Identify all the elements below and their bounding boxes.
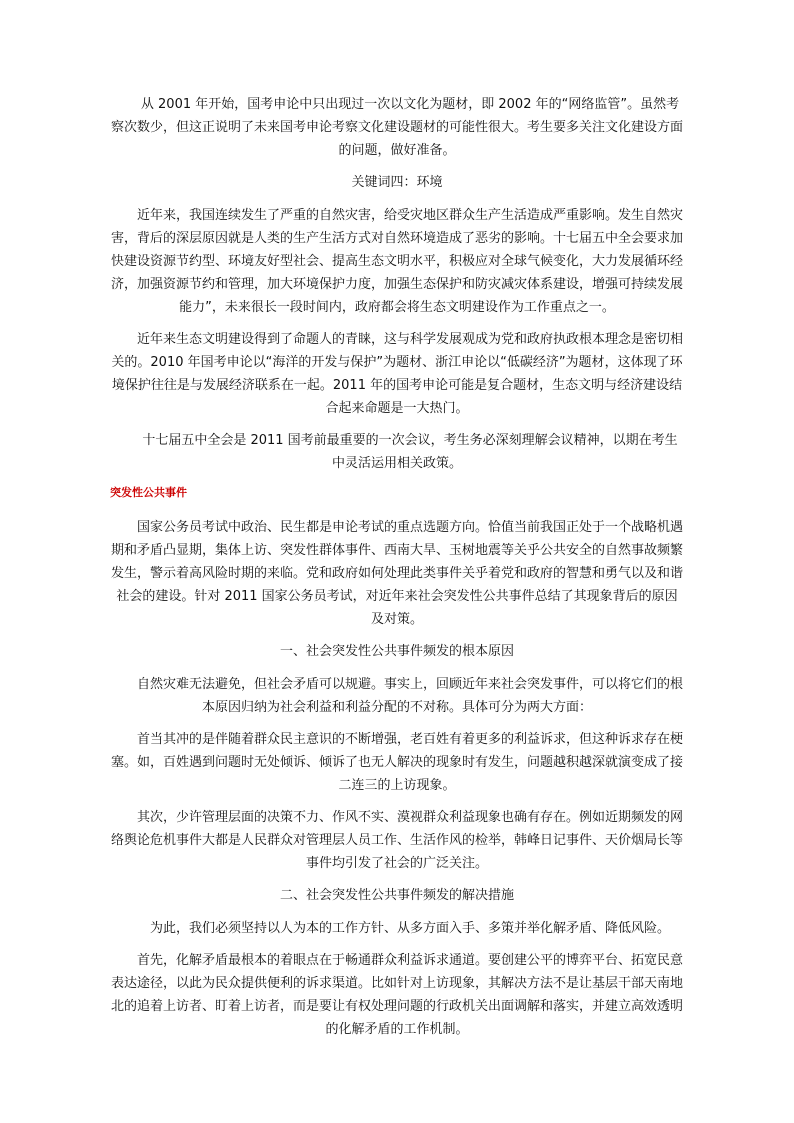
- paragraph-public-emergencies-intro: 国家公务员考试中政治、民生都是申论考试的重点选题方向。恰值当前我国正处于一个战略机遇期和矛盾凸显期，集体上访、突发性群体事件、西南大旱、玉树地震等关乎公共安全的自然事故频繁发生，警示着高风险时期的来临。党和政府如何处理此类事件关乎着党和政府的智慧和勇气以及和谐社会的建设。针对 2011 国家公务员考试，对近年来社会突发性公共事件总结了其现象背后的原因及对策。: [110, 520, 683, 627]
- paragraph-solution-one: 首先，化解矛盾最根本的着眼点在于畅通群众利益诉求通道。要创建公平的博弈平台、拓宽民意表达途径，以此为民众提供便利的诉求渠道。比如针对上访现象，其解决方法不是让基层干部天南地北的追着上访者、盯着上访者，而是要让有权处理问题的行政机关出面调解和落实，并建立高效透明的化解矛盾的工作机制。: [110, 953, 683, 1037]
- document-page: [110, 93, 684, 1050]
- paragraph-root-causes-summary: 自然灾难无法避免，但社会矛盾可以规避。事实上，回顾近年来社会突发事件，可以将它们的根本原因归纳为社会利益和利益分配的不对称。具体可分为两大方面：: [136, 677, 683, 715]
- paragraph-environment-disasters: 近年来，我国连续发生了严重的自然灾害，给受灾地区群众生产生活造成严重影响。发生自然灾害，背后的深层原因就是人类的生产生活方式对自然环境造成了恶劣的影响。十七届五中全会要求加快建设资源节约型、环境友好型社会、提高生态文明水平，积极应对全球气候变化，大力发展循环经济，加强资源节约和管理，加大环境保护力度，加强生态保护和防灾减灾体系建设，增强可持续发展能力”，未来很长一段时间内，政府都会将生态文明建设作为工作重点之一。: [110, 208, 683, 315]
- paragraph-cause-two: 其次，少许管理层面的决策不力、作风不实、漠视群众利益现象也确有存在。例如近期频发的网络舆论危机事件大都是人民群众对管理层人员工作、生活作风的检举，韩峰日记事件、天价烟局长等事件均引发了社会的广泛关注。: [110, 810, 683, 871]
- heading-keyword-environment: 关键词四：环境: [351, 175, 443, 190]
- section-title-public-emergencies: 突发性公共事件: [110, 486, 187, 499]
- paragraph-fifth-plenum: 十七届五中全会是 2011 国考前最重要的一次会议，考生务必深刻理解会议精神，以期在考生中灵活运用相关政策。: [142, 433, 678, 471]
- paragraph-cause-one: 首当其冲的是伴随着群众民主意识的不断增强，老百姓有着更多的利益诉求，但这种诉求存在梗塞。如，百姓遇到问题时无处倾诉、倾诉了也无人解决的现象时有发生，问题越积越深就演变成了接二连三的上访现象。: [110, 732, 683, 793]
- heading-solutions: 二、社会突发性公共事件频发的解决措施: [279, 888, 514, 903]
- paragraph-ecological-civilization: 近年来生态文明建设得到了命题人的青睐，这与科学发展观成为党和政府执政根本理念是密切相关的。2010 年国考申论以“海洋的开发与保护”为题材、浙江申论以“低碳经济”为题材，这体现了环境保护往往是与发展经济联系在一起。2011 年的国考申论可能是复合题材，生态文明与经济建设结合起来命题是一大热门。: [111, 332, 683, 416]
- paragraph-solutions-summary: 为此，我们必须坚持以人为本的工作方针、从多方面入手、多策并举化解矛盾、降低风险。: [149, 921, 670, 936]
- heading-root-causes: 一、社会突发性公共事件频发的根本原因: [279, 644, 514, 659]
- paragraph-culture-conclusion: 从 2001 年开始，国考申论中只出现过一次以文化为题材，即 2002 年的“网络监管”。虽然考察次数少，但这正说明了未来国考申论考察文化建设题材的可能性很大。考生要多关注文化建设方面的问题，做好准备。: [110, 97, 683, 158]
